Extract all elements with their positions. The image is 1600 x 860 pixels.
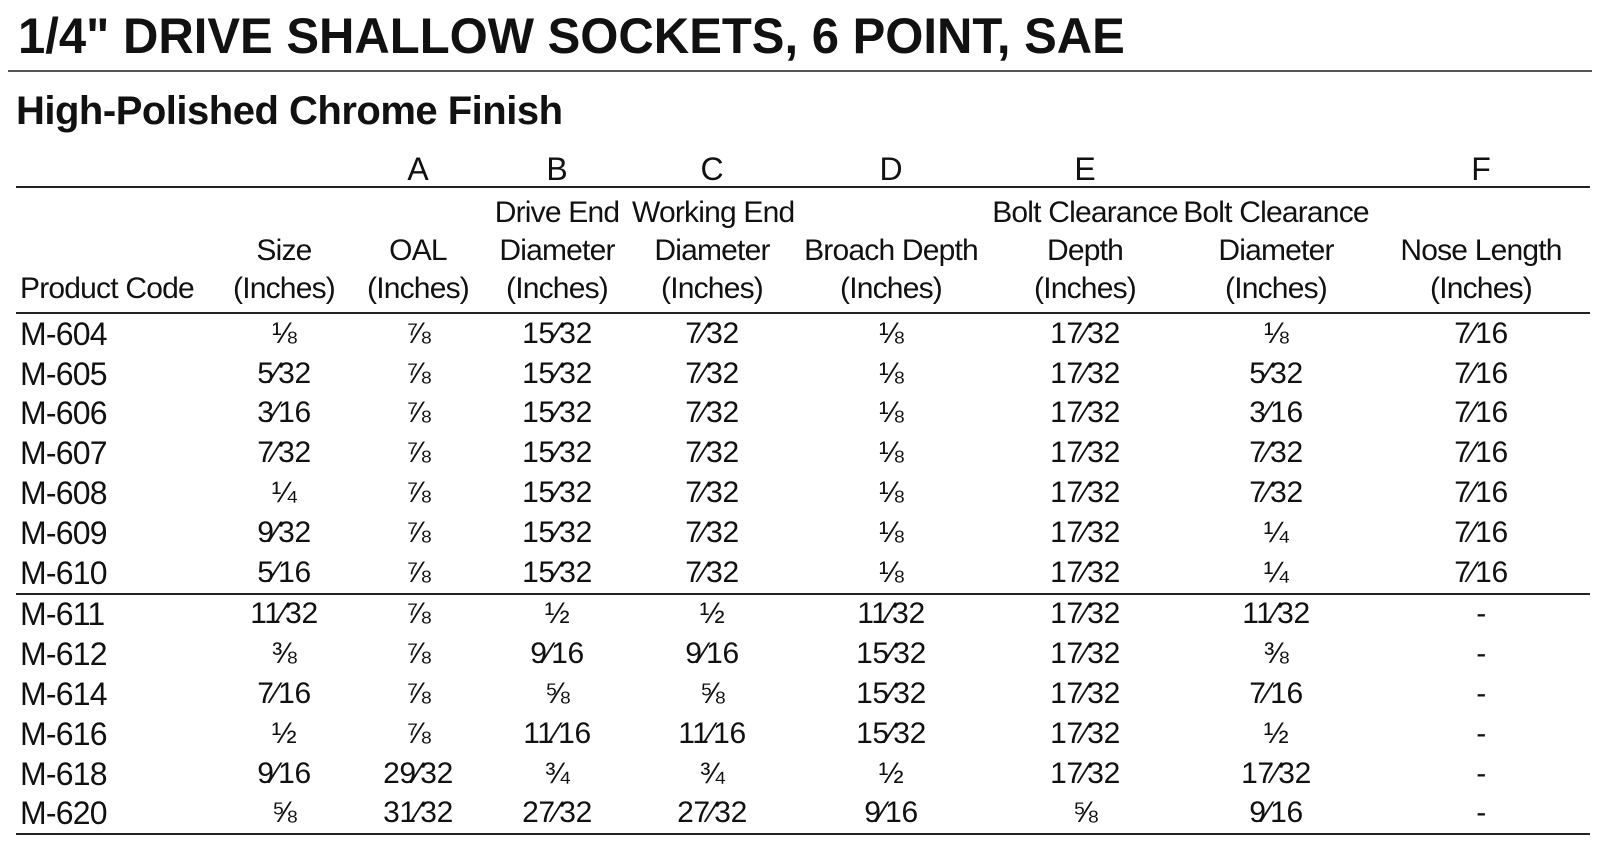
column-header-line: Diameter: [1218, 234, 1334, 267]
table-cell: 9⁄16: [792, 794, 990, 835]
table-cell: 11⁄16: [678, 716, 746, 750]
column-header-line: (Inches): [1430, 272, 1532, 305]
column-letter: B: [482, 148, 632, 187]
page-title: 1/4" DRIVE SHALLOW SOCKETS, 6 POINT, SAE: [18, 8, 1125, 64]
table-cell: ⅛: [878, 356, 904, 390]
table-cell: 7⁄16: [1454, 476, 1508, 510]
table-cell: 11⁄32: [250, 597, 318, 631]
table-cell: 9⁄16: [1180, 794, 1372, 835]
product-code-cell: M-606: [20, 395, 107, 432]
column-header-line: (Inches): [661, 272, 763, 305]
table-cell: ½: [1263, 716, 1289, 750]
table-cell: ⅛: [878, 476, 904, 510]
table-cell: ⅛: [1263, 316, 1289, 350]
table-row: [16, 473, 1590, 513]
table-cell: 29⁄32: [383, 756, 453, 790]
column-header-line: Product Code: [20, 272, 194, 305]
spec-table: [16, 148, 1590, 835]
table-cell: 17⁄32: [1050, 396, 1120, 430]
column-letter: F: [1372, 148, 1590, 187]
column-letter: [16, 148, 214, 187]
table-cell: 3⁄16: [257, 396, 311, 430]
column-header: [16, 187, 214, 313]
table-cell: 9⁄16: [257, 756, 311, 790]
table-cell: ½: [699, 597, 725, 631]
table-cell: ⅞: [405, 356, 431, 390]
table-cell: ⅞: [405, 476, 431, 510]
product-code-cell: M-608: [20, 475, 107, 512]
column-header: [1180, 187, 1372, 313]
column-header-row: [16, 187, 1590, 313]
column-letter: E: [990, 148, 1180, 187]
table-cell: 7⁄32: [1249, 436, 1303, 470]
table-cell: 5⁄16: [214, 553, 354, 594]
table-row: [16, 794, 1590, 835]
table-cell: ⅛: [271, 316, 297, 350]
table-cell: -: [1476, 756, 1486, 790]
table-cell: ⅞: [405, 716, 431, 750]
product-code-cell: M-604: [20, 315, 107, 352]
table-cell: 5⁄32: [257, 356, 311, 390]
table-cell: ⅞: [405, 436, 431, 470]
table-cell: 17⁄32: [1050, 597, 1120, 631]
column-header-line: Depth: [1046, 234, 1124, 267]
product-code-cell: M-611: [20, 596, 105, 633]
table-cell: ⅜: [1263, 637, 1289, 671]
table-cell: 15⁄32: [856, 677, 926, 711]
table-cell: ½: [878, 756, 904, 790]
table-cell: -: [1372, 794, 1590, 835]
product-code-cell: M-612: [20, 636, 107, 673]
column-letter: [214, 148, 354, 187]
column-header-line: Working End: [632, 196, 795, 229]
column-letter-row: [16, 148, 1590, 187]
table-cell: 7⁄32: [685, 515, 739, 549]
title-divider: [8, 70, 1592, 72]
table-row: [16, 354, 1590, 394]
table-cell: ¼: [1263, 515, 1289, 549]
table-cell: ⅜: [271, 637, 297, 671]
column-header-line: Nose Length: [1400, 234, 1562, 267]
column-header: [482, 187, 632, 313]
column-header-line: (Inches): [1225, 272, 1327, 305]
column-letter: [1180, 148, 1372, 187]
table-cell: 15⁄32: [522, 356, 592, 390]
product-code-cell: M-614: [20, 676, 107, 713]
table-cell: 7⁄32: [685, 356, 739, 390]
table-cell: 7⁄32: [685, 476, 739, 510]
column-header-line: Bolt Clearance: [992, 196, 1178, 229]
table-cell: 15⁄32: [522, 436, 592, 470]
product-code-cell: M-607: [20, 435, 107, 472]
table-cell: 7⁄32: [685, 436, 739, 470]
table-cell: 15⁄32: [856, 637, 926, 671]
column-letter: A: [354, 148, 482, 187]
product-code-cell: M-605: [20, 355, 107, 392]
table-cell: -: [1476, 677, 1486, 711]
table-cell: 15⁄32: [522, 396, 592, 430]
table-cell: 5⁄32: [1249, 356, 1303, 390]
table-cell: ⅞: [405, 396, 431, 430]
table-cell: 9⁄32: [257, 515, 311, 549]
table-cell: 17⁄32: [1050, 476, 1120, 510]
table-cell: 15⁄32: [856, 716, 926, 750]
table-cell: -: [1476, 637, 1486, 671]
table-cell: 7⁄32: [632, 553, 792, 594]
column-letter: D: [792, 148, 990, 187]
table-cell: 7⁄16: [1454, 356, 1508, 390]
column-header-line: (Inches): [367, 272, 469, 305]
column-header: [792, 187, 990, 313]
table-cell: ½: [271, 716, 297, 750]
table-cell: ¼: [1180, 553, 1372, 594]
column-letter: C: [632, 148, 792, 187]
table-cell: ⅝: [544, 677, 570, 711]
table-cell: ⅝: [990, 794, 1180, 835]
column-header-line: (Inches): [506, 272, 608, 305]
table-cell: 31⁄32: [354, 794, 482, 835]
table-cell: 15⁄32: [522, 515, 592, 549]
table-cell: 15⁄32: [522, 476, 592, 510]
column-header-line: (Inches): [1034, 272, 1136, 305]
table-cell: -: [1476, 716, 1486, 750]
table-cell: 7⁄32: [1249, 476, 1303, 510]
table-cell: ⅞: [405, 677, 431, 711]
table-cell: 11⁄16: [523, 716, 591, 750]
table-cell: ⅞: [405, 597, 431, 631]
table-cell: 3⁄16: [1249, 396, 1303, 430]
table-cell: 7⁄16: [1454, 396, 1508, 430]
product-code-cell: M-609: [20, 514, 107, 551]
product-code-cell: M-620: [16, 794, 214, 835]
column-header-line: (Inches): [840, 272, 942, 305]
table-cell: 27⁄32: [632, 794, 792, 835]
table-cell: 7⁄16: [1454, 316, 1508, 350]
table-row: [16, 714, 1590, 754]
table-cell: ⅛: [878, 515, 904, 549]
table-cell: ⅞: [405, 316, 431, 350]
table-cell: ⅝: [214, 794, 354, 835]
table-cell: 7⁄16: [1454, 515, 1508, 549]
table-cell: ¾: [699, 756, 725, 790]
table-cell: 17⁄32: [1241, 756, 1311, 790]
table-cell: ¼: [271, 476, 297, 510]
table-cell: 7⁄32: [685, 316, 739, 350]
table-cell: ⅛: [792, 553, 990, 594]
table-row: [16, 594, 1590, 635]
product-code-cell: M-616: [20, 715, 107, 752]
table-cell: 7⁄16: [1372, 553, 1590, 594]
column-header-line: (Inches): [233, 272, 335, 305]
table-row: [16, 313, 1590, 354]
table-cell: 17⁄32: [1050, 716, 1120, 750]
table-cell: 15⁄32: [482, 553, 632, 594]
table-cell: 17⁄32: [1050, 436, 1120, 470]
table-row: [16, 513, 1590, 553]
table-cell: 9⁄16: [530, 637, 584, 671]
table-row: [16, 634, 1590, 674]
table-cell: 11⁄32: [857, 597, 925, 631]
column-header-line: Diameter: [654, 234, 770, 267]
column-header: [1372, 187, 1590, 313]
table-cell: ⅛: [878, 396, 904, 430]
column-header-line: Size: [256, 234, 312, 267]
table-cell: 17⁄32: [1050, 756, 1120, 790]
table-cell: ¾: [544, 756, 570, 790]
page-subtitle: High-Polished Chrome Finish: [16, 89, 563, 133]
table-cell: ⅞: [354, 553, 482, 594]
table-row: [16, 754, 1590, 794]
table-cell: ½: [544, 597, 570, 631]
table-cell: ⅛: [878, 316, 904, 350]
table-cell: 7⁄16: [1249, 677, 1303, 711]
table-cell: 17⁄32: [1050, 356, 1120, 390]
table-cell: 7⁄16: [257, 677, 311, 711]
column-header: [632, 187, 795, 313]
table-cell: 7⁄16: [1454, 436, 1508, 470]
column-header: [214, 187, 354, 313]
table-cell: ⅞: [405, 515, 431, 549]
column-header: [990, 187, 1180, 313]
table-body: [16, 313, 1590, 834]
table-cell: ⅝: [699, 677, 725, 711]
table-cell: 17⁄32: [1050, 515, 1120, 549]
column-header-line: Bolt Clearance: [1183, 196, 1369, 229]
table-row: [16, 394, 1590, 434]
table-cell: -: [1476, 597, 1486, 631]
table-cell: 11⁄32: [1242, 597, 1310, 631]
table-cell: 15⁄32: [522, 316, 592, 350]
column-header: [354, 187, 482, 313]
column-header-line: Diameter: [499, 234, 615, 267]
table-row: [16, 433, 1590, 473]
table-row: [16, 553, 1590, 594]
column-header-line: Drive End: [494, 196, 620, 229]
table-cell: 7⁄32: [257, 436, 311, 470]
table-cell: ⅞: [405, 637, 431, 671]
column-header-line: OAL: [389, 234, 447, 267]
table-row: [16, 674, 1590, 714]
column-header-line: Broach Depth: [804, 234, 978, 267]
table-cell: 9⁄16: [685, 637, 739, 671]
table-cell: 17⁄32: [990, 553, 1180, 594]
table-cell: 17⁄32: [1050, 316, 1120, 350]
table-cell: 17⁄32: [1050, 677, 1120, 711]
product-code-cell: M-618: [20, 755, 107, 792]
table-cell: 17⁄32: [1050, 637, 1120, 671]
table-cell: ⅛: [878, 436, 904, 470]
product-code-cell: M-610: [16, 553, 214, 594]
table-cell: 7⁄32: [685, 396, 739, 430]
table-cell: 27⁄32: [482, 794, 632, 835]
